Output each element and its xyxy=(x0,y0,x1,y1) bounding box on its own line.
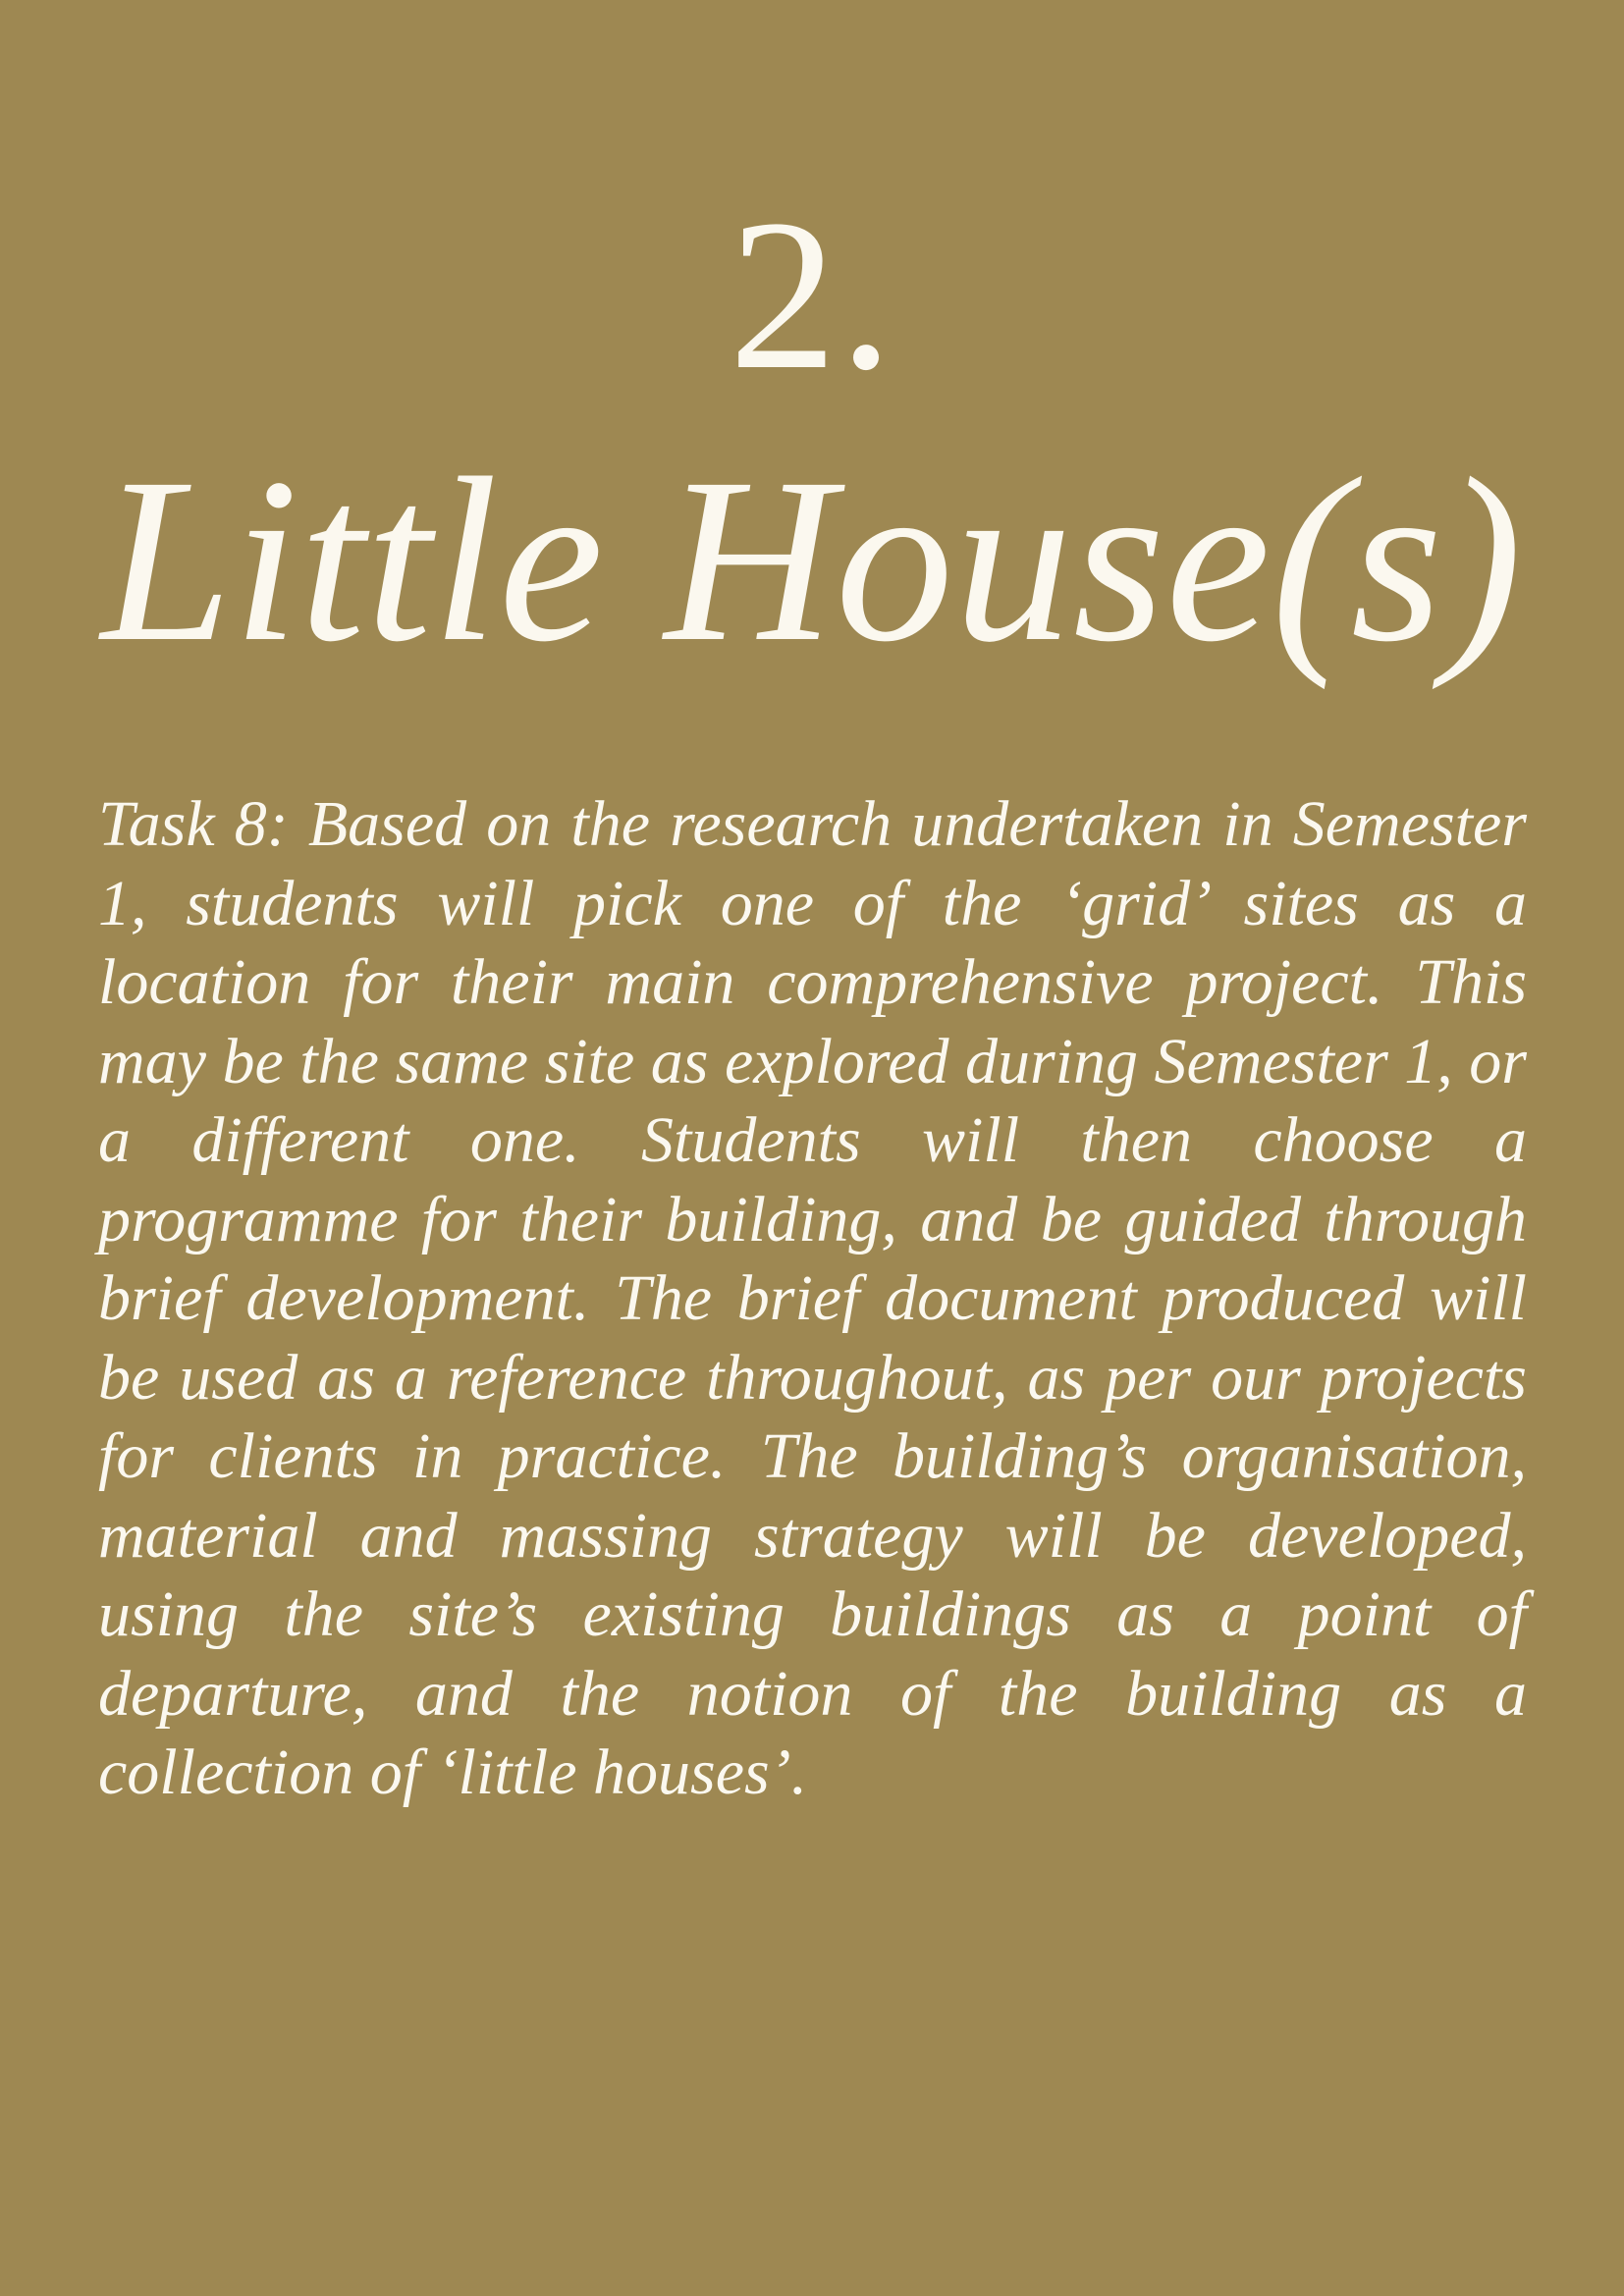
section-number: 2. xyxy=(729,175,895,414)
task-description: Task 8: Based on the research undertaken in Semester 1, students will pick one of the ‘grid’ sites as a location for their main comprehensive project. This may be the same site as explored during Semester 1, or a different one. Students will then choose a programme for their building, and be guided through brief development. The brief document produced will be used as a reference throughout, as per our projects for clients in practice. The building’s organisation, material and massing strategy will be developed, using the site’s existing buildings as a point of departure, and the notion of the building as a collection of ‘little houses’. xyxy=(98,788,1527,1808)
page-title: Little House(s) xyxy=(100,429,1524,690)
